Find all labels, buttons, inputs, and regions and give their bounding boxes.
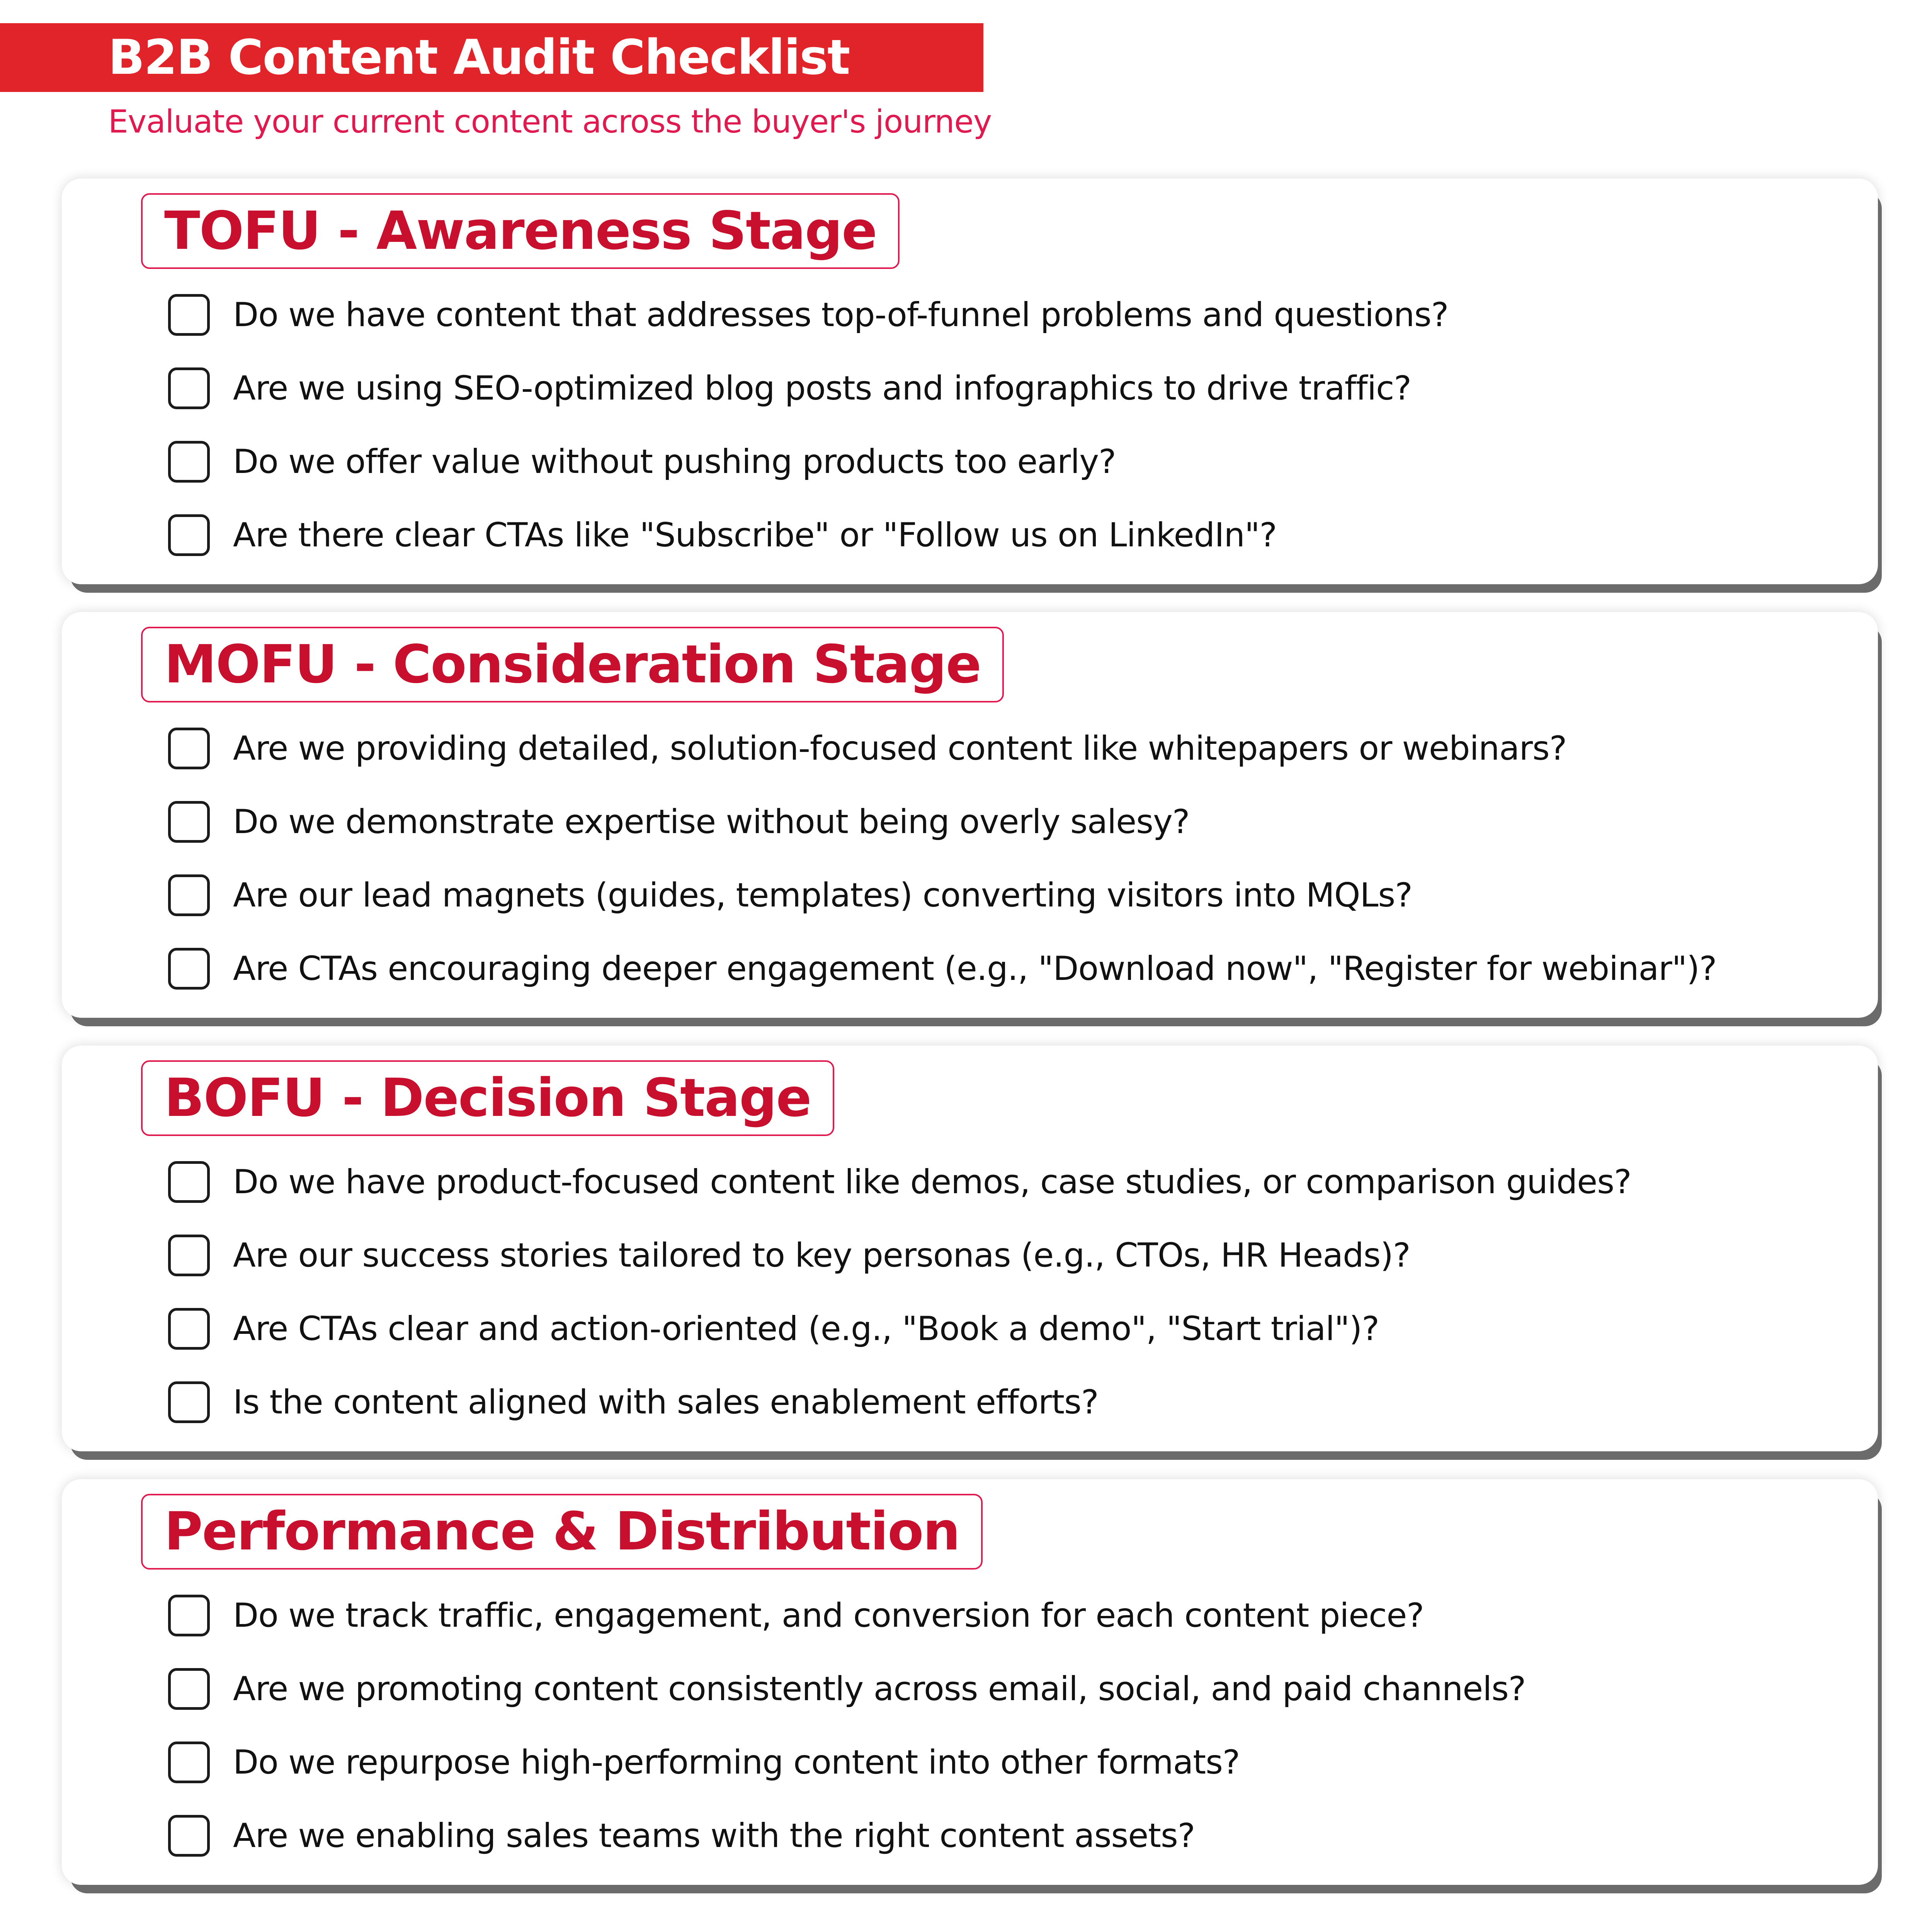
section-title: TOFU - Awareness Stage <box>164 201 877 262</box>
section-title: BOFU - Decision Stage <box>164 1068 811 1129</box>
checklist-item-text: Are we promoting content consistently across email, social, and paid channels? <box>233 1670 1526 1708</box>
checkbox[interactable] <box>168 294 210 336</box>
section-title: Performance & Distribution <box>164 1501 960 1562</box>
checklist-item <box>168 785 1830 859</box>
checklist-item <box>168 1219 1830 1292</box>
checkbox[interactable] <box>168 367 210 409</box>
checklist-item-text: Are CTAs encouraging deeper engagement (e.g., "Download now", "Register for webinar")? <box>233 949 1717 988</box>
page-subtitle: Evaluate your current content across the buyer's journey <box>108 104 992 140</box>
checkbox[interactable] <box>168 1235 210 1276</box>
checklist-item <box>168 712 1830 785</box>
title-banner <box>0 23 983 92</box>
section-title-box <box>141 1494 983 1570</box>
checklist-item-text: Do we offer value without pushing products too early? <box>233 442 1116 481</box>
checklist-items <box>168 1579 1830 1872</box>
section-tofu <box>62 179 1878 584</box>
checklist-item <box>168 1145 1830 1219</box>
checklist-item <box>168 1799 1830 1872</box>
checklist-item-text: Are our lead magnets (guides, templates) converting visitors into MQLs? <box>233 876 1412 915</box>
checklist-item-text: Is the content aligned with sales enablement efforts? <box>233 1383 1099 1422</box>
checklist-item-text: Are CTAs clear and action-oriented (e.g., "Book a demo", "Start trial")? <box>233 1310 1379 1348</box>
checklist-item-text: Do we have product-focused content like demos, case studies, or comparison guides? <box>233 1163 1631 1201</box>
checkbox[interactable] <box>168 1161 210 1203</box>
section-mofu <box>62 612 1878 1018</box>
checkbox[interactable] <box>168 948 210 990</box>
checklist-item <box>168 859 1830 932</box>
section-title-box <box>141 627 1004 702</box>
checkbox[interactable] <box>168 514 210 556</box>
checklist-item-text: Do we repurpose high-performing content into other formats? <box>233 1743 1240 1782</box>
checklist-item-text: Are there clear CTAs like "Subscribe" or "Follow us on LinkedIn"? <box>233 516 1277 554</box>
checkbox[interactable] <box>168 1668 210 1710</box>
checklist-item <box>168 498 1830 572</box>
checklist-item-text: Do we demonstrate expertise without being overly salesy? <box>233 803 1190 841</box>
section-title-box <box>141 1060 834 1136</box>
checklist-item <box>168 932 1830 1005</box>
checklist-item-text: Are our success stories tailored to key personas (e.g., CTOs, HR Heads)? <box>233 1236 1410 1275</box>
checklist-item-text: Are we providing detailed, solution-focused content like whitepapers or webinars? <box>233 729 1567 768</box>
checklist-sections <box>62 179 1882 1885</box>
checkbox[interactable] <box>168 801 210 843</box>
checkbox[interactable] <box>168 1308 210 1350</box>
checklist-item <box>168 1652 1830 1726</box>
checklist-item <box>168 278 1830 352</box>
checklist-items <box>168 712 1830 1005</box>
checkbox[interactable] <box>168 1742 210 1783</box>
checklist-items <box>168 1145 1830 1439</box>
checklist-item-text: Do we track traffic, engagement, and conversion for each content piece? <box>233 1596 1424 1635</box>
checkbox[interactable] <box>168 441 210 483</box>
section-title-box <box>141 193 900 269</box>
checklist-item <box>168 352 1830 425</box>
section-title: MOFU - Consideration Stage <box>164 634 981 695</box>
checklist-item <box>168 425 1830 498</box>
page-title: B2B Content Audit Checklist <box>108 30 850 85</box>
checklist-item-text: Are we enabling sales teams with the right content assets? <box>233 1816 1195 1855</box>
checklist-item <box>168 1366 1830 1439</box>
checkbox[interactable] <box>168 1595 210 1636</box>
section-performance <box>62 1479 1878 1885</box>
checklist-item-text: Are we using SEO-optimized blog posts and infographics to drive traffic? <box>233 369 1412 408</box>
checklist-items <box>168 278 1830 572</box>
checkbox[interactable] <box>168 1815 210 1857</box>
checkbox[interactable] <box>168 1381 210 1423</box>
checklist-item-text: Do we have content that addresses top-of-funnel problems and questions? <box>233 296 1449 334</box>
checklist-item <box>168 1726 1830 1799</box>
checkbox[interactable] <box>168 728 210 769</box>
checkbox[interactable] <box>168 874 210 916</box>
checklist-item <box>168 1292 1830 1366</box>
checklist-item <box>168 1579 1830 1652</box>
section-bofu <box>62 1046 1878 1451</box>
